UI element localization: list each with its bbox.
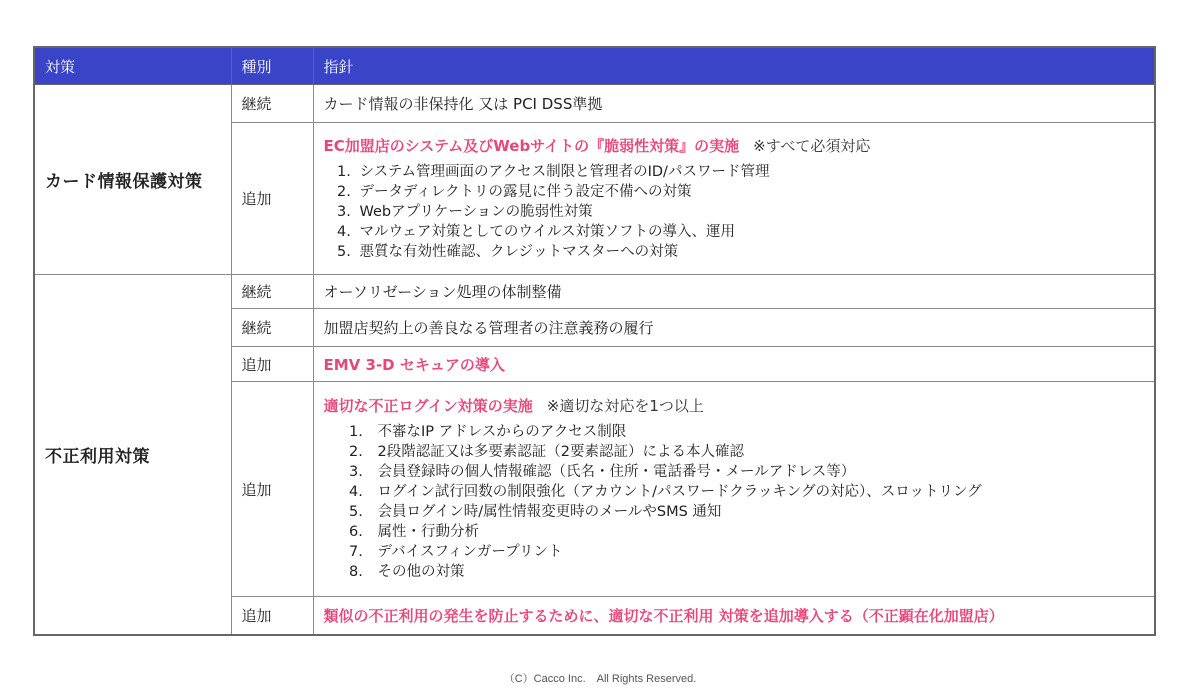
measures-table-container <box>33 46 1154 636</box>
type-cell: 継続 <box>231 309 313 347</box>
at-least-one-note: ※適切な対応を1つ以上 <box>546 397 704 415</box>
list-item: 4. ログイン試行回数の制限強化（アカウント/パスワードクラッキングの対応）、スロットリング <box>368 482 1145 502</box>
type-cell: 追加 <box>231 123 313 275</box>
vulnerability-measures-list <box>324 162 1145 262</box>
header-measure: 対策 <box>34 47 231 85</box>
type-cell: 追加 <box>231 347 313 382</box>
list-item: 4. マルウェア対策としてのウイルス対策ソフトの導入、運用 <box>356 222 1145 242</box>
guideline-cell: カード情報の非保持化 又は PCI DSS準拠 <box>313 85 1155 123</box>
guideline-cell <box>313 123 1155 275</box>
list-item: 1. システム管理画面のアクセス制限と管理者のID/パスワード管理 <box>356 162 1145 182</box>
list-item: 2. 2段階認証又は多要素認証（2要素認証）による本人確認 <box>368 442 1145 462</box>
list-item: 6. 属性・行動分析 <box>368 522 1145 542</box>
type-cell: 追加 <box>231 382 313 597</box>
type-cell: 継続 <box>231 85 313 123</box>
table-row <box>34 275 1155 309</box>
emv-3ds-guideline: EMV 3-D セキュアの導入 <box>313 347 1155 382</box>
additional-fraud-measures-guideline: 類似の不正利用の発生を防止するために、適切な不正利用 対策を追加導入する（不正顕在化加盟店） <box>313 597 1155 635</box>
guideline-cell <box>313 382 1155 597</box>
list-item: 5. 悪質な有効性確認、クレジットマスターへの対策 <box>356 242 1145 262</box>
list-item: 5. 会員ログイン時/属性情報変更時のメールやSMS 通知 <box>368 502 1145 522</box>
required-note: ※すべて必須対応 <box>753 136 871 155</box>
category-fraud-prevention: 不正利用対策 <box>34 275 231 635</box>
type-cell: 追加 <box>231 597 313 635</box>
login-measures-list <box>324 422 1145 582</box>
list-item: 3. 会員登録時の個人情報確認（氏名・住所・電話番号・メールアドレス等） <box>368 462 1145 482</box>
header-guideline: 指針 <box>313 47 1155 85</box>
list-item: 3. Webアプリケーションの脆弱性対策 <box>356 202 1145 222</box>
table-header-row <box>34 47 1155 85</box>
type-cell: 継続 <box>231 275 313 309</box>
guideline-block-title <box>324 136 1145 156</box>
guideline-block-title <box>324 396 1145 416</box>
list-item: 2. データディレクトリの露見に伴う設定不備への対策 <box>356 182 1145 202</box>
list-item: 7. デバイスフィンガープリント <box>368 542 1145 562</box>
category-card-protection: カード情報保護対策 <box>34 85 231 275</box>
guideline-cell: オーソリゼーション処理の体制整備 <box>313 275 1155 309</box>
list-item: 8. その他の対策 <box>368 562 1145 582</box>
copyright-footer: （C）Cacco Inc. All Rights Reserved. <box>503 673 697 685</box>
header-type: 種別 <box>231 47 313 85</box>
guideline-cell: 加盟店契約上の善良なる管理者の注意義務の履行 <box>313 309 1155 347</box>
list-item: 1. 不審なIP アドレスからのアクセス制限 <box>368 422 1145 442</box>
login-measures-title: 適切な不正ログイン対策の実施 <box>323 397 533 415</box>
vulnerability-measures-title: EC加盟店のシステム及びWebサイトの『脆弱性対策』の実施 <box>323 136 740 155</box>
measures-table <box>33 46 1156 636</box>
table-row <box>34 85 1155 123</box>
